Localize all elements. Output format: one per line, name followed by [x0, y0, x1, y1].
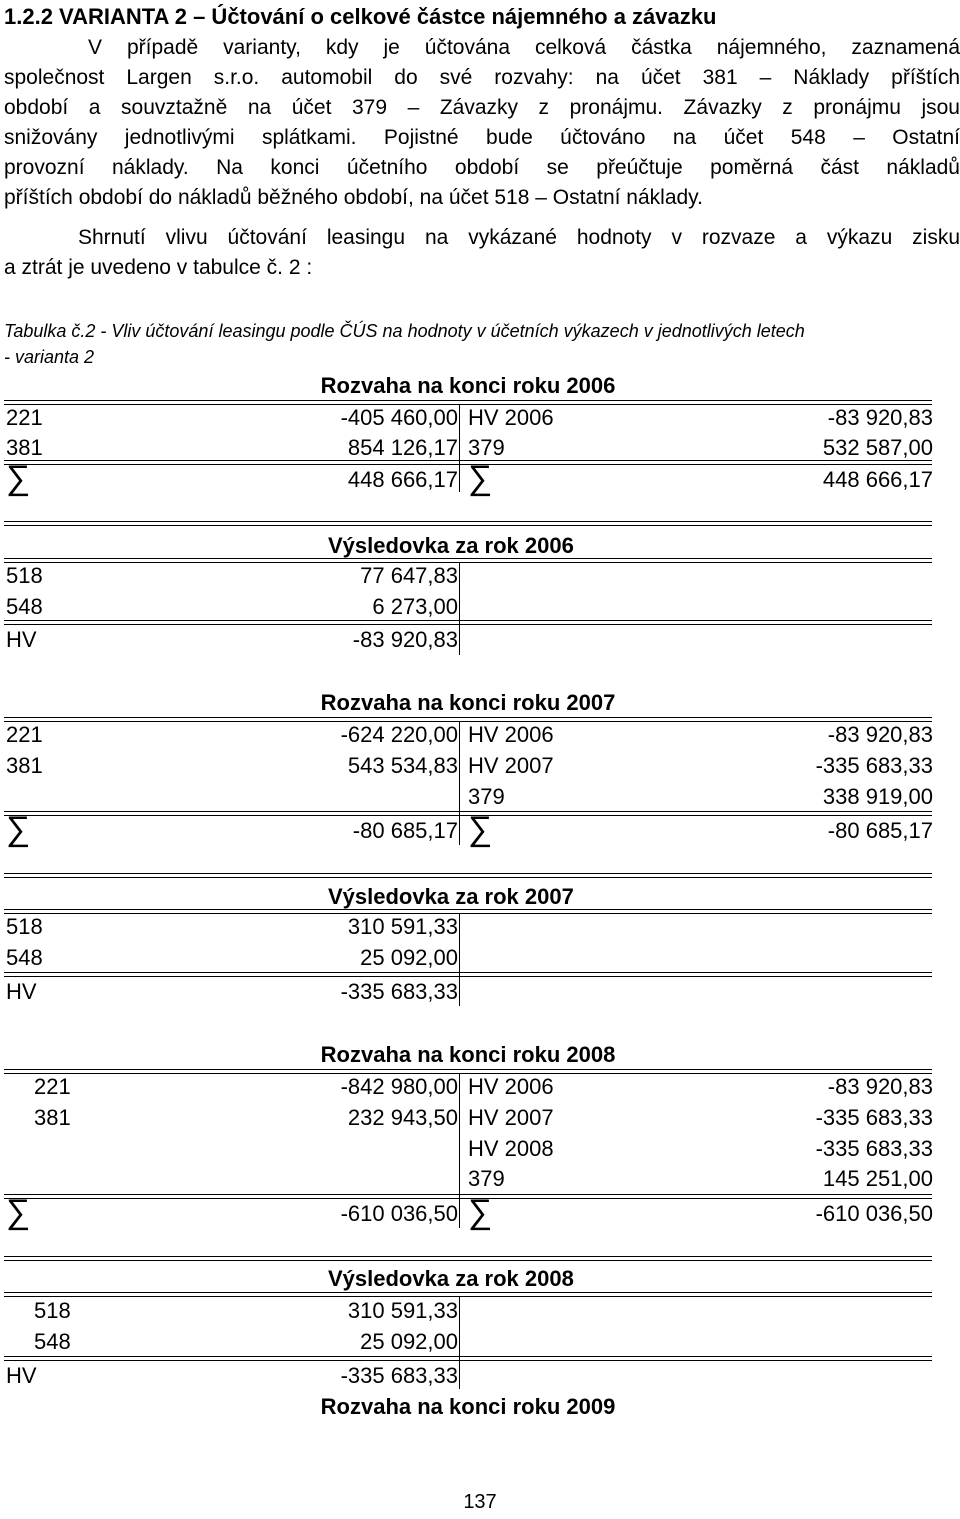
account-label: 381	[34, 1105, 71, 1130]
account-label: 381	[6, 753, 43, 778]
account-value: -624 220,00	[340, 722, 458, 747]
account-value: 25 092,00	[360, 1329, 458, 1354]
account-value: 145 251,00	[822, 1166, 933, 1191]
table-row	[0, 1166, 960, 1196]
page-number: 137	[463, 1491, 497, 1513]
sum-icon: ∑	[6, 810, 31, 848]
table-caption: - varianta 2	[4, 347, 95, 367]
table-row	[0, 979, 960, 1009]
table-caption: Tabulka č.2 - Vliv účtování leasingu podle ČÚS na hodnoty v účetních výkazech v jednotlivých letech	[4, 321, 805, 341]
table-row	[0, 1329, 960, 1359]
table-row	[0, 627, 960, 657]
account-label: 379	[468, 1166, 505, 1191]
account-label: HV 2008	[468, 1136, 554, 1161]
account-label: HV 2006	[468, 1074, 554, 1099]
account-value: -335 683,33	[815, 753, 933, 778]
account-value: 6 273,00	[372, 594, 458, 619]
section-heading: 1.2.2 VARIANTA 2 – Účtování o celkové částce nájemného a závazku	[4, 4, 717, 29]
statement-title: Výsledovka za rok 2008	[328, 1266, 574, 1291]
sum-value: -610 036,50	[815, 1201, 933, 1226]
sum-value: -80 685,17	[352, 818, 458, 843]
sum-icon: ∑	[468, 810, 493, 848]
sum-row	[0, 1193, 960, 1231]
account-value: 77 647,83	[360, 563, 458, 588]
account-label: 379	[468, 435, 505, 460]
sum-icon: ∑	[468, 459, 493, 497]
account-value: 25 092,00	[360, 945, 458, 970]
paragraph-line: a ztrát je uvedeno v tabulce č. 2 :	[4, 256, 313, 279]
table-row	[0, 1298, 960, 1328]
account-label: HV 2007	[468, 753, 554, 778]
account-value: -335 683,33	[340, 979, 458, 1004]
account-label: HV	[6, 627, 37, 652]
account-value: 338 919,00	[822, 784, 933, 809]
account-value: 310 591,33	[347, 914, 458, 939]
account-value: -83 920,83	[827, 405, 933, 430]
account-value: 532 587,00	[822, 435, 933, 460]
account-label: HV	[6, 1363, 37, 1388]
sum-icon: ∑	[468, 1193, 493, 1231]
account-label: 518	[34, 1298, 71, 1323]
table-row	[0, 945, 960, 975]
double-rule	[4, 972, 932, 977]
sum-row	[0, 459, 960, 497]
table-row	[0, 1074, 960, 1104]
account-label: 221	[6, 722, 43, 747]
account-label: 548	[6, 945, 43, 970]
sum-row	[0, 810, 960, 848]
sum-value: 448 666,17	[822, 467, 933, 492]
statement-title: Rozvaha na konci roku 2007	[320, 690, 616, 715]
account-label: HV	[6, 979, 37, 1004]
account-label: 381	[6, 435, 43, 460]
account-value: 310 591,33	[347, 1298, 458, 1323]
paragraph-line: společnost Largen s.r.o. automobil do své rozvahy: na účet 381 – Náklady příštích	[4, 66, 960, 89]
sum-icon: ∑	[6, 1193, 31, 1231]
account-value: 543 534,83	[347, 753, 458, 778]
statement-title: Rozvaha na konci roku 2009	[320, 1394, 616, 1419]
double-rule	[4, 1356, 932, 1361]
account-value: -83 920,83	[352, 627, 458, 652]
account-value: -335 683,33	[340, 1363, 458, 1388]
paragraph-line: V případě varianty, kdy je účtována celková částka nájemného, zaznamená	[88, 36, 960, 59]
double-rule	[4, 620, 932, 625]
account-value: -405 460,00	[340, 405, 458, 430]
table-row	[0, 722, 960, 752]
paragraph-line: provozní náklady. Na konci účetního období se přeúčtuje poměrná část nákladů	[4, 156, 960, 179]
statement-title: Výsledovka za rok 2007	[328, 884, 574, 909]
sum-icon: ∑	[6, 459, 31, 497]
account-label: HV 2006	[468, 405, 554, 430]
account-value: -842 980,00	[340, 1074, 458, 1099]
table-row	[0, 914, 960, 944]
account-label: 221	[34, 1074, 71, 1099]
double-rule	[4, 1292, 932, 1297]
account-label: 518	[6, 914, 43, 939]
account-label: 548	[6, 594, 43, 619]
sum-value: -80 685,17	[827, 818, 933, 843]
statement-title: Výsledovka za rok 2006	[328, 533, 574, 558]
account-value: -83 920,83	[827, 1074, 933, 1099]
account-label: 379	[468, 784, 505, 809]
sum-value: -610 036,50	[340, 1201, 458, 1226]
table-row	[0, 563, 960, 593]
account-label: HV 2006	[468, 722, 554, 747]
account-value: -83 920,83	[827, 722, 933, 747]
account-label: 548	[34, 1329, 71, 1354]
account-label: 518	[6, 563, 43, 588]
paragraph-line: Shrnutí vlivu účtování leasingu na vykázané hodnoty v rozvaze a výkazu zisku	[78, 226, 960, 249]
paragraph-line: období a souvztažně na účet 379 – Závazky z pronájmu. Závazky z pronájmu jsou	[4, 96, 960, 119]
table-row	[0, 1105, 960, 1135]
account-value: 232 943,50	[347, 1105, 458, 1130]
statement-title: Rozvaha na konci roku 2008	[320, 1042, 616, 1067]
sum-value: 448 666,17	[347, 467, 458, 492]
double-rule	[4, 873, 932, 878]
paragraph-line: snižovány jednotlivými splátkami. Pojistné bude účtováno na účet 548 – Ostatní	[4, 126, 960, 149]
table-row	[0, 753, 960, 783]
table-row	[0, 1136, 960, 1166]
account-value: -335 683,33	[815, 1136, 933, 1161]
account-value: -335 683,33	[815, 1105, 933, 1130]
double-rule	[4, 521, 932, 526]
double-rule	[4, 1256, 932, 1261]
table-row	[0, 405, 960, 435]
account-label: HV 2007	[468, 1105, 554, 1130]
statement-title: Rozvaha na konci roku 2006	[320, 373, 616, 398]
account-label: 221	[6, 405, 43, 430]
paragraph-line: příštích období do nákladů běžného období, na účet 518 – Ostatní náklady.	[4, 186, 703, 209]
account-value: 854 126,17	[347, 435, 458, 460]
table-row	[0, 1363, 960, 1393]
